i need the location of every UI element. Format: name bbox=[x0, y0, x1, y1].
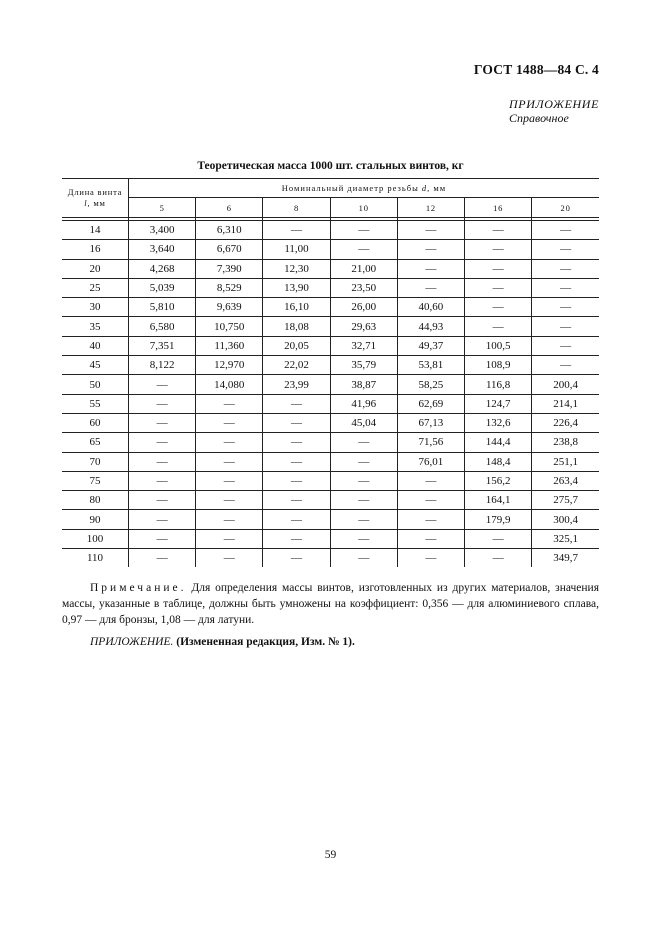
diameter-col-header: 10 bbox=[330, 198, 397, 218]
table-row bbox=[62, 317, 599, 336]
mass-cell: — bbox=[465, 529, 532, 548]
mass-cell: — bbox=[196, 491, 263, 510]
mass-cell: — bbox=[129, 394, 196, 413]
mass-cell: 9,639 bbox=[196, 298, 263, 317]
document-reference: ГОСТ 1488—84 С. 4 bbox=[473, 62, 599, 77]
mass-cell: 18,08 bbox=[263, 317, 330, 336]
screw-mass-table bbox=[62, 178, 599, 567]
table-title: Теоретическая масса 1000 шт. стальных винтов, кг bbox=[197, 160, 464, 172]
mass-cell: 116,8 bbox=[465, 375, 532, 394]
mass-cell: 7,351 bbox=[129, 336, 196, 355]
mass-cell: 8,529 bbox=[196, 278, 263, 297]
mass-cell: 263,4 bbox=[532, 471, 599, 490]
appendix-label-block bbox=[509, 97, 599, 125]
diameter-col-header: 5 bbox=[129, 198, 196, 218]
table-row bbox=[62, 336, 599, 355]
appendix-type: Справочное bbox=[509, 111, 569, 125]
mass-cell: 5,810 bbox=[129, 298, 196, 317]
mass-cell: — bbox=[129, 549, 196, 568]
mass-cell: 325,1 bbox=[532, 529, 599, 548]
mass-cell: 8,122 bbox=[129, 356, 196, 375]
length-cell: 110 bbox=[86, 552, 104, 565]
mass-cell: 45,04 bbox=[330, 413, 397, 432]
mass-cell: — bbox=[263, 549, 330, 568]
mass-cell: — bbox=[129, 452, 196, 471]
mass-cell: 21,00 bbox=[330, 259, 397, 278]
mass-cell: — bbox=[397, 471, 464, 490]
mass-cell: — bbox=[129, 510, 196, 529]
diameter-group-header bbox=[129, 179, 600, 198]
mass-cell: 29,63 bbox=[330, 317, 397, 336]
edit-note-appendix: ПРИЛОЖЕНИЕ. bbox=[90, 636, 174, 648]
table-row bbox=[62, 549, 599, 568]
mass-cell: 58,25 bbox=[397, 375, 464, 394]
mass-cell: 23,50 bbox=[330, 278, 397, 297]
table-row bbox=[62, 278, 599, 297]
table-row bbox=[62, 413, 599, 432]
mass-cell: — bbox=[532, 298, 599, 317]
length-cell: 75 bbox=[62, 471, 129, 490]
mass-cell: 26,00 bbox=[330, 298, 397, 317]
mass-cell: — bbox=[397, 278, 464, 297]
mass-cell: — bbox=[330, 471, 397, 490]
diameter-col-header: 20 bbox=[532, 198, 599, 218]
mass-cell: 156,2 bbox=[465, 471, 532, 490]
appendix-label: ПРИЛОЖЕНИЕ bbox=[509, 97, 599, 111]
mass-cell: — bbox=[397, 529, 464, 548]
table-note bbox=[62, 580, 599, 628]
mass-cell: — bbox=[465, 298, 532, 317]
length-cell: 30 bbox=[62, 298, 129, 317]
table-row bbox=[62, 298, 599, 317]
mass-cell: — bbox=[532, 317, 599, 336]
mass-cell: 238,8 bbox=[532, 433, 599, 452]
mass-cell: — bbox=[532, 336, 599, 355]
mass-cell: 4,268 bbox=[129, 259, 196, 278]
mass-cell: 53,81 bbox=[397, 356, 464, 375]
mass-cell: — bbox=[263, 413, 330, 432]
mass-cell: 41,96 bbox=[330, 394, 397, 413]
mass-cell: 148,4 bbox=[465, 452, 532, 471]
mass-cell: — bbox=[465, 240, 532, 259]
mass-cell: 3,400 bbox=[129, 221, 196, 240]
mass-cell: 5,039 bbox=[129, 278, 196, 297]
mass-cell: 12,30 bbox=[263, 259, 330, 278]
length-cell: 35 bbox=[62, 317, 129, 336]
mass-cell: — bbox=[532, 278, 599, 297]
mass-cell: — bbox=[196, 433, 263, 452]
mass-cell: — bbox=[196, 549, 263, 568]
mass-cell: — bbox=[196, 510, 263, 529]
mass-cell: 275,7 bbox=[532, 491, 599, 510]
mass-cell: 13,90 bbox=[263, 278, 330, 297]
mass-cell: 226,4 bbox=[532, 413, 599, 432]
mass-cell: 100,5 bbox=[465, 336, 532, 355]
mass-cell: 144,4 bbox=[465, 433, 532, 452]
mass-cell: — bbox=[532, 356, 599, 375]
mass-cell: — bbox=[330, 529, 397, 548]
mass-cell: — bbox=[532, 221, 599, 240]
mass-cell: 6,310 bbox=[196, 221, 263, 240]
mass-cell: — bbox=[129, 529, 196, 548]
length-cell: 55 bbox=[62, 394, 129, 413]
mass-cell: 67,13 bbox=[397, 413, 464, 432]
mass-cell: — bbox=[129, 491, 196, 510]
mass-cell: 251,1 bbox=[532, 452, 599, 471]
table-row bbox=[62, 452, 599, 471]
length-header-var: l bbox=[84, 198, 88, 208]
diameter-col-header: 16 bbox=[465, 198, 532, 218]
mass-cell: — bbox=[465, 317, 532, 336]
diameter-header-var: d bbox=[421, 183, 428, 193]
length-cell: 80 bbox=[62, 491, 129, 510]
mass-cell: — bbox=[532, 240, 599, 259]
mass-cell: — bbox=[196, 452, 263, 471]
diameter-header-text: Номинальный диаметр резьбы bbox=[281, 183, 422, 193]
mass-cell: 38,87 bbox=[330, 375, 397, 394]
mass-cell: — bbox=[263, 394, 330, 413]
mass-cell: — bbox=[196, 413, 263, 432]
note-label: Примечание. bbox=[90, 582, 187, 594]
length-cell: 20 bbox=[62, 259, 129, 278]
length-cell: 14 bbox=[62, 221, 129, 240]
mass-cell: — bbox=[330, 549, 397, 568]
mass-cell: 3,640 bbox=[129, 240, 196, 259]
table-row bbox=[62, 375, 599, 394]
mass-cell: — bbox=[397, 491, 464, 510]
mass-cell: — bbox=[397, 221, 464, 240]
table-row bbox=[62, 240, 599, 259]
length-cell: 25 bbox=[62, 278, 129, 297]
mass-cell: 62,69 bbox=[397, 394, 464, 413]
diameter-col-header: 8 bbox=[263, 198, 330, 218]
diameter-col-header: 12 bbox=[397, 198, 464, 218]
mass-cell: 32,71 bbox=[330, 336, 397, 355]
mass-cell: 6,670 bbox=[196, 240, 263, 259]
mass-cell: — bbox=[330, 240, 397, 259]
edit-note-revision: (Измененная редакция, Изм. № 1). bbox=[173, 636, 355, 648]
length-cell: 40 bbox=[62, 336, 129, 355]
note-text: Для определения массы винтов, изготовленных из других материалов, значения массы, указанные в таблице, должны быть умножены на коэффициент: 0,356 — для алюминиевого сплава, 0,97 — для бронзы, 1,08 — для латуни. bbox=[62, 582, 599, 626]
table-row bbox=[62, 471, 599, 490]
mass-cell: — bbox=[263, 529, 330, 548]
mass-cell: — bbox=[330, 510, 397, 529]
diameter-col-header: 6 bbox=[196, 198, 263, 218]
length-header-text: Длина винта bbox=[67, 187, 123, 197]
mass-cell: — bbox=[397, 510, 464, 529]
mass-cell: — bbox=[129, 433, 196, 452]
mass-cell: — bbox=[330, 491, 397, 510]
table-row bbox=[62, 259, 599, 278]
table-row bbox=[62, 491, 599, 510]
mass-cell: 124,7 bbox=[465, 394, 532, 413]
mass-cell: 200,4 bbox=[532, 375, 599, 394]
mass-cell: 35,79 bbox=[330, 356, 397, 375]
mass-cell: — bbox=[263, 510, 330, 529]
table-body bbox=[62, 218, 599, 568]
mass-cell: 12,970 bbox=[196, 356, 263, 375]
edit-note bbox=[90, 636, 355, 648]
length-cell: 45 bbox=[62, 356, 129, 375]
mass-cell: — bbox=[330, 433, 397, 452]
table-row bbox=[62, 433, 599, 452]
mass-cell: 6,580 bbox=[129, 317, 196, 336]
mass-cell: — bbox=[465, 221, 532, 240]
mass-cell: 22,02 bbox=[263, 356, 330, 375]
mass-cell: — bbox=[465, 259, 532, 278]
mass-cell: — bbox=[263, 433, 330, 452]
mass-cell: — bbox=[263, 452, 330, 471]
mass-cell: — bbox=[263, 471, 330, 490]
table-row bbox=[62, 394, 599, 413]
mass-cell: — bbox=[465, 549, 532, 568]
page-number: 59 bbox=[324, 849, 337, 861]
mass-cell: — bbox=[263, 491, 330, 510]
mass-cell: 16,10 bbox=[263, 298, 330, 317]
mass-cell: — bbox=[330, 452, 397, 471]
mass-cell: 11,360 bbox=[196, 336, 263, 355]
mass-cell: — bbox=[465, 278, 532, 297]
length-cell: 65 bbox=[62, 433, 129, 452]
mass-cell: — bbox=[532, 259, 599, 278]
table-row bbox=[62, 221, 599, 240]
mass-cell: — bbox=[129, 375, 196, 394]
length-cell: 50 bbox=[62, 375, 129, 394]
mass-cell: — bbox=[330, 221, 397, 240]
length-cell: 16 bbox=[62, 240, 129, 259]
length-column-header bbox=[62, 179, 129, 218]
diameter-header-unit: , мм bbox=[427, 183, 447, 193]
mass-cell: 179,9 bbox=[465, 510, 532, 529]
mass-cell: — bbox=[196, 471, 263, 490]
length-cell: 70 bbox=[62, 452, 129, 471]
mass-cell: — bbox=[397, 549, 464, 568]
mass-cell: 349,7 bbox=[532, 549, 599, 568]
mass-cell: 11,00 bbox=[263, 240, 330, 259]
mass-cell: — bbox=[397, 259, 464, 278]
mass-cell: 40,60 bbox=[397, 298, 464, 317]
mass-cell: 44,93 bbox=[397, 317, 464, 336]
table-row bbox=[62, 529, 599, 548]
mass-cell: 132,6 bbox=[465, 413, 532, 432]
mass-cell: 49,37 bbox=[397, 336, 464, 355]
mass-cell: — bbox=[129, 413, 196, 432]
mass-cell: — bbox=[196, 394, 263, 413]
mass-cell: 20,05 bbox=[263, 336, 330, 355]
mass-cell: — bbox=[397, 240, 464, 259]
mass-cell: 76,01 bbox=[397, 452, 464, 471]
mass-cell: 14,080 bbox=[196, 375, 263, 394]
mass-cell: 23,99 bbox=[263, 375, 330, 394]
mass-cell: 108,9 bbox=[465, 356, 532, 375]
mass-cell: 71,56 bbox=[397, 433, 464, 452]
length-cell: 100 bbox=[62, 529, 129, 548]
table-row bbox=[62, 510, 599, 529]
mass-cell: 7,390 bbox=[196, 259, 263, 278]
length-header-unit: , мм bbox=[87, 198, 106, 208]
mass-cell: 164,1 bbox=[465, 491, 532, 510]
length-cell: 60 bbox=[62, 413, 129, 432]
mass-cell: — bbox=[263, 221, 330, 240]
mass-cell: 10,750 bbox=[196, 317, 263, 336]
mass-cell: 214,1 bbox=[532, 394, 599, 413]
mass-cell: — bbox=[129, 471, 196, 490]
length-cell: 90 bbox=[62, 510, 129, 529]
diameter-columns-row bbox=[62, 198, 599, 218]
table-row bbox=[62, 356, 599, 375]
mass-cell: 300,4 bbox=[532, 510, 599, 529]
mass-cell: — bbox=[196, 529, 263, 548]
